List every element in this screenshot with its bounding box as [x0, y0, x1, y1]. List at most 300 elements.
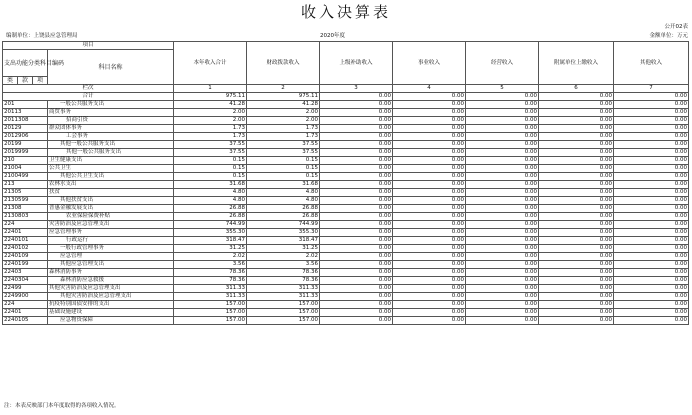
row-amount: 2.00 [174, 109, 247, 117]
row-amount: 0.00 [614, 317, 689, 325]
row-amount: 0.00 [539, 213, 614, 221]
row-item-name: 其他扶贫支出 [48, 197, 174, 205]
row-amount: 0.00 [614, 237, 689, 245]
row-amount: 0.15 [174, 173, 247, 181]
row-amount: 0.00 [539, 293, 614, 301]
table-row [3, 125, 689, 133]
row-func-code: 213 [3, 181, 48, 189]
row-amount: 0.00 [393, 229, 466, 237]
row-amount: 0.00 [466, 181, 539, 189]
row-amount: 0.00 [466, 237, 539, 245]
row-amount: 0.00 [466, 141, 539, 149]
row-amount: 0.00 [466, 229, 539, 237]
row-amount: 0.00 [614, 277, 689, 285]
row-amount: 0.00 [466, 245, 539, 253]
column-index: 1 [174, 85, 247, 93]
table-row [3, 221, 689, 229]
row-amount: 31.68 [174, 181, 247, 189]
row-amount: 0.00 [614, 261, 689, 269]
compiling-unit: 编制单位：上饶县应急管理局 [6, 33, 78, 39]
row-amount: 0.00 [614, 133, 689, 141]
header-sub-item: 项 [33, 77, 48, 85]
table-row [3, 133, 689, 141]
row-amount: 0.00 [320, 285, 393, 293]
row-amount: 78.36 [174, 277, 247, 285]
row-amount: 0.00 [539, 317, 614, 325]
row-amount: 0.00 [320, 181, 393, 189]
row-amount: 2.00 [247, 109, 320, 117]
row-amount: 0.00 [393, 237, 466, 245]
row-amount: 41.28 [174, 101, 247, 109]
table-row [3, 317, 689, 325]
row-func-code: 210 [3, 157, 48, 165]
row-amount: 0.00 [539, 157, 614, 165]
row-item-name: 普惠金融发展支出 [48, 205, 174, 213]
row-amount: 0.00 [539, 101, 614, 109]
table-row [3, 141, 689, 149]
row-amount: 0.00 [393, 221, 466, 229]
row-amount: 0.00 [320, 173, 393, 181]
row-amount: 0.00 [393, 309, 466, 317]
row-amount: 311.33 [174, 285, 247, 293]
row-amount: 0.00 [614, 109, 689, 117]
row-amount: 0.00 [466, 213, 539, 221]
row-item-name: 一般行政管理事务 [48, 245, 174, 253]
column-index: 4 [393, 85, 466, 93]
row-amount: 311.33 [174, 293, 247, 301]
row-amount: 37.55 [247, 149, 320, 157]
row-amount: 26.88 [174, 205, 247, 213]
row-amount: 0.00 [466, 197, 539, 205]
header-col-total-income: 本年收入合计 [174, 42, 247, 85]
row-func-code: 22401 [3, 309, 48, 317]
table-row [3, 165, 689, 173]
row-func-code: 22401 [3, 229, 48, 237]
row-amount: 0.00 [614, 165, 689, 173]
row-amount: 0.00 [466, 173, 539, 181]
header-sub-section: 款 [18, 77, 33, 85]
row-func-code: 2240101 [3, 237, 48, 245]
row-amount: 0.00 [393, 125, 466, 133]
row-amount: 0.00 [614, 189, 689, 197]
row-amount: 0.00 [393, 133, 466, 141]
row-amount: 0.00 [466, 261, 539, 269]
header-func-code: 支出功能分类科目编码 [3, 50, 48, 77]
row-func-code: 201 [3, 101, 48, 109]
table-row [3, 173, 689, 181]
row-func-code: 2130803 [3, 213, 48, 221]
row-func-code: 2240109 [3, 253, 48, 261]
row-amount: 0.00 [539, 245, 614, 253]
row-item-name: 商贸事务 [48, 109, 174, 117]
row-func-code: 2019999 [3, 149, 48, 157]
row-item-name: 农林水支出 [48, 181, 174, 189]
table-row [3, 245, 689, 253]
row-amount: 311.33 [247, 285, 320, 293]
row-func-code: 22403 [3, 269, 48, 277]
row-func-code: 20113 [3, 109, 48, 117]
row-amount: 0.00 [320, 277, 393, 285]
row-item-name: 扶贫 [48, 189, 174, 197]
row-amount: 0.00 [320, 261, 393, 269]
row-amount: 37.55 [247, 141, 320, 149]
row-amount: 744.99 [247, 221, 320, 229]
row-amount: 0.00 [393, 173, 466, 181]
row-amount: 31.25 [247, 245, 320, 253]
row-amount: 0.00 [614, 309, 689, 317]
row-amount: 0.15 [247, 157, 320, 165]
row-item-name: 其他一般公共服务支出 [48, 141, 174, 149]
row-amount: 0.00 [393, 277, 466, 285]
row-amount: 4.80 [247, 189, 320, 197]
row-amount: 0.00 [320, 245, 393, 253]
total-value: 975.11 [174, 93, 247, 101]
row-amount: 0.00 [393, 181, 466, 189]
row-amount: 157.00 [174, 301, 247, 309]
row-amount: 0.00 [393, 269, 466, 277]
row-amount: 0.00 [320, 117, 393, 125]
row-amount: 0.00 [393, 245, 466, 253]
row-amount: 0.00 [320, 301, 393, 309]
row-item-name: 其他一般公共服务支出 [48, 149, 174, 157]
row-amount: 0.00 [466, 269, 539, 277]
row-amount: 0.00 [466, 117, 539, 125]
row-amount: 0.00 [539, 277, 614, 285]
row-amount: 37.55 [174, 149, 247, 157]
row-amount: 0.00 [393, 117, 466, 125]
row-item-name: 其他灾害防治及应急管理支出 [48, 293, 174, 301]
row-amount: 1.73 [247, 125, 320, 133]
table-row [3, 189, 689, 197]
row-item-name: 应急管理事务 [48, 229, 174, 237]
row-amount: 0.00 [466, 101, 539, 109]
row-amount: 0.00 [614, 221, 689, 229]
row-amount: 355.30 [174, 229, 247, 237]
row-func-code: 2240105 [3, 317, 48, 325]
row-item-name: 应急物资保障 [48, 317, 174, 325]
row-amount: 0.00 [393, 197, 466, 205]
table-row [3, 205, 689, 213]
row-amount: 0.00 [539, 269, 614, 277]
row-amount: 0.00 [539, 237, 614, 245]
row-amount: 0.00 [393, 213, 466, 221]
row-item-name: 抗疫特别国债安排的支出 [48, 301, 174, 309]
table-row [3, 157, 689, 165]
total-value: 0.00 [614, 93, 689, 101]
row-amount: 318.47 [247, 237, 320, 245]
row-amount: 1.73 [174, 125, 247, 133]
row-amount: 4.80 [247, 197, 320, 205]
row-amount: 0.00 [320, 197, 393, 205]
row-amount: 311.33 [247, 293, 320, 301]
row-amount: 0.00 [320, 213, 393, 221]
row-item-name: 行政运行 [48, 237, 174, 245]
row-amount: 0.00 [466, 189, 539, 197]
row-amount: 0.00 [466, 309, 539, 317]
column-index: 2 [247, 85, 320, 93]
row-amount: 0.00 [466, 253, 539, 261]
row-amount: 0.00 [614, 101, 689, 109]
row-amount: 0.00 [320, 101, 393, 109]
table-body [3, 85, 689, 325]
row-amount: 0.00 [466, 285, 539, 293]
row-amount: 4.80 [174, 197, 247, 205]
header-sub-class: 类 [3, 77, 18, 85]
row-amount: 0.00 [320, 237, 393, 245]
row-amount: 0.00 [320, 165, 393, 173]
row-amount: 0.00 [320, 253, 393, 261]
row-amount: 0.00 [393, 189, 466, 197]
row-amount: 0.00 [614, 149, 689, 157]
row-amount: 0.00 [466, 205, 539, 213]
row-amount: 0.00 [539, 149, 614, 157]
row-amount: 0.00 [466, 125, 539, 133]
row-item-name: 一般公共服务支出 [48, 101, 174, 109]
form-number: 公开02表 [664, 24, 688, 30]
row-amount: 157.00 [247, 317, 320, 325]
row-amount: 0.00 [466, 317, 539, 325]
row-amount: 0.00 [393, 317, 466, 325]
total-label: 合计 [3, 93, 174, 101]
table-row [3, 109, 689, 117]
table-row [3, 285, 689, 293]
row-amount: 0.00 [539, 197, 614, 205]
row-amount: 0.00 [614, 245, 689, 253]
table-row [3, 261, 689, 269]
table-row [3, 269, 689, 277]
row-amount: 2.02 [174, 253, 247, 261]
row-amount: 0.00 [539, 173, 614, 181]
row-item-name: 应急管理 [48, 253, 174, 261]
row-amount: 0.00 [539, 205, 614, 213]
row-func-code: 2249900 [3, 293, 48, 301]
column-index-row [3, 85, 689, 93]
row-item-name: 其他灾害防治及应急管理支出 [48, 285, 174, 293]
row-amount: 0.00 [614, 141, 689, 149]
row-amount: 0.00 [539, 229, 614, 237]
total-value: 0.00 [539, 93, 614, 101]
row-item-name: 其他应急管理支出 [48, 261, 174, 269]
report-year: 2020年度 [320, 33, 345, 39]
row-amount: 0.00 [466, 221, 539, 229]
row-func-code: 21308 [3, 205, 48, 213]
row-amount: 0.00 [614, 125, 689, 133]
row-amount: 0.15 [174, 157, 247, 165]
table-row [3, 181, 689, 189]
table-row [3, 309, 689, 317]
row-amount: 4.80 [174, 189, 247, 197]
row-amount: 0.00 [614, 213, 689, 221]
row-amount: 26.88 [247, 213, 320, 221]
row-amount: 0.00 [614, 293, 689, 301]
row-func-code: 21004 [3, 165, 48, 173]
row-amount: 2.00 [174, 117, 247, 125]
row-amount: 0.00 [393, 101, 466, 109]
row-amount: 37.55 [174, 141, 247, 149]
row-amount: 0.00 [320, 269, 393, 277]
row-amount: 0.00 [614, 181, 689, 189]
row-item-name: 森林消防事务 [48, 269, 174, 277]
table-row [3, 237, 689, 245]
table-row [3, 253, 689, 261]
row-amount: 0.00 [320, 293, 393, 301]
row-amount: 26.88 [247, 205, 320, 213]
row-amount: 0.00 [393, 285, 466, 293]
row-amount: 0.00 [539, 301, 614, 309]
row-amount: 157.00 [247, 301, 320, 309]
row-amount: 0.00 [614, 197, 689, 205]
total-value: 0.00 [466, 93, 539, 101]
row-amount: 41.28 [247, 101, 320, 109]
row-amount: 0.15 [247, 165, 320, 173]
row-amount: 0.00 [393, 109, 466, 117]
row-amount: 0.00 [539, 109, 614, 117]
header-col-affiliated-units: 附属单位上缴收入 [539, 42, 614, 85]
row-amount: 0.00 [320, 229, 393, 237]
column-index: 3 [320, 85, 393, 93]
row-item-name: 卫生健康支出 [48, 157, 174, 165]
row-amount: 78.36 [174, 269, 247, 277]
row-amount: 78.36 [247, 277, 320, 285]
row-item-name: 农业保险保费补贴 [48, 213, 174, 221]
row-amount: 0.00 [320, 205, 393, 213]
row-amount: 744.99 [174, 221, 247, 229]
row-func-code: 2240304 [3, 277, 48, 285]
row-amount: 0.00 [539, 253, 614, 261]
row-func-code: 2011308 [3, 117, 48, 125]
row-amount: 0.00 [320, 157, 393, 165]
column-index: 7 [614, 85, 689, 93]
row-amount: 3.56 [174, 261, 247, 269]
amount-unit: 金额单位：万元 [649, 33, 688, 39]
row-amount: 0.00 [539, 285, 614, 293]
column-index: 6 [539, 85, 614, 93]
header-item-name: 科目名称 [48, 50, 174, 85]
row-amount: 0.00 [393, 149, 466, 157]
row-amount: 2.00 [247, 117, 320, 125]
row-amount: 0.00 [466, 109, 539, 117]
row-amount: 0.00 [539, 261, 614, 269]
row-amount: 31.68 [247, 181, 320, 189]
row-item-name: 工会事务 [48, 133, 174, 141]
row-func-code: 2100499 [3, 173, 48, 181]
row-amount: 0.00 [393, 301, 466, 309]
row-func-code: 224 [3, 221, 48, 229]
row-item-name: 招商引资 [48, 117, 174, 125]
column-index-label: 栏次 [3, 85, 174, 93]
row-amount: 0.00 [320, 109, 393, 117]
row-amount: 0.00 [614, 285, 689, 293]
row-func-code: 2130599 [3, 197, 48, 205]
total-value: 0.00 [393, 93, 466, 101]
row-amount: 0.00 [614, 173, 689, 181]
row-amount: 0.00 [466, 133, 539, 141]
table-row [3, 277, 689, 285]
row-amount: 0.00 [614, 269, 689, 277]
row-amount: 0.00 [539, 133, 614, 141]
header-item: 项目 [3, 42, 174, 50]
row-item-name: 基础设施建设 [48, 309, 174, 317]
row-item-name: 灾害防治及应急管理支出 [48, 221, 174, 229]
row-amount: 0.00 [393, 205, 466, 213]
table-row [3, 213, 689, 221]
row-amount: 0.00 [466, 277, 539, 285]
row-amount: 0.00 [614, 117, 689, 125]
row-amount: 355.30 [247, 229, 320, 237]
row-amount: 0.00 [466, 149, 539, 157]
row-func-code: 21305 [3, 189, 48, 197]
row-amount: 0.00 [393, 157, 466, 165]
row-func-code: 2012906 [3, 133, 48, 141]
row-func-code: 224 [3, 301, 48, 309]
row-amount: 318.47 [174, 237, 247, 245]
row-amount: 78.36 [247, 269, 320, 277]
row-func-code: 2240102 [3, 245, 48, 253]
row-amount: 0.00 [539, 165, 614, 173]
total-value: 0.00 [320, 93, 393, 101]
row-amount: 0.00 [320, 133, 393, 141]
row-func-code: 20129 [3, 125, 48, 133]
row-amount: 3.56 [247, 261, 320, 269]
row-amount: 1.73 [174, 133, 247, 141]
header-col-fiscal-appropriation: 财政拨款收入 [247, 42, 320, 85]
row-amount: 0.00 [614, 205, 689, 213]
row-amount: 2.02 [247, 253, 320, 261]
row-amount: 0.00 [393, 165, 466, 173]
report-title: 收入决算表 [300, 3, 391, 21]
row-amount: 0.00 [393, 293, 466, 301]
table-row [3, 293, 689, 301]
row-amount: 0.00 [466, 157, 539, 165]
row-item-name: 森林消防应急救援 [48, 277, 174, 285]
row-amount: 0.00 [539, 309, 614, 317]
row-amount: 0.00 [539, 221, 614, 229]
header-col-operating-income: 经营收入 [466, 42, 539, 85]
row-amount: 0.00 [320, 149, 393, 157]
row-amount: 1.73 [247, 133, 320, 141]
row-amount: 0.00 [320, 141, 393, 149]
table-row [3, 149, 689, 157]
table-row [3, 117, 689, 125]
row-amount: 0.00 [320, 317, 393, 325]
header-col-business-income: 事业收入 [393, 42, 466, 85]
row-item-name: 其他公共卫生支出 [48, 173, 174, 181]
row-amount: 157.00 [247, 309, 320, 317]
table-row [3, 301, 689, 309]
total-row [3, 93, 689, 101]
row-func-code: 22499 [3, 285, 48, 293]
total-value: 975.11 [247, 93, 320, 101]
row-amount: 0.00 [539, 141, 614, 149]
row-amount: 0.00 [393, 261, 466, 269]
header-col-superior-subsidy: 上级补助收入 [320, 42, 393, 85]
row-item-name: 群众团体事务 [48, 125, 174, 133]
row-amount: 31.25 [174, 245, 247, 253]
row-amount: 0.00 [614, 253, 689, 261]
row-amount: 157.00 [174, 309, 247, 317]
table-row [3, 229, 689, 237]
row-amount: 0.00 [466, 165, 539, 173]
row-amount: 0.00 [466, 293, 539, 301]
row-item-name: 公共卫生 [48, 165, 174, 173]
row-amount: 0.00 [320, 309, 393, 317]
column-index: 5 [466, 85, 539, 93]
row-amount: 0.00 [614, 301, 689, 309]
row-amount: 0.00 [539, 125, 614, 133]
row-amount: 0.00 [393, 253, 466, 261]
header-col-other-income: 其他收入 [614, 42, 689, 85]
row-amount: 0.00 [614, 157, 689, 165]
